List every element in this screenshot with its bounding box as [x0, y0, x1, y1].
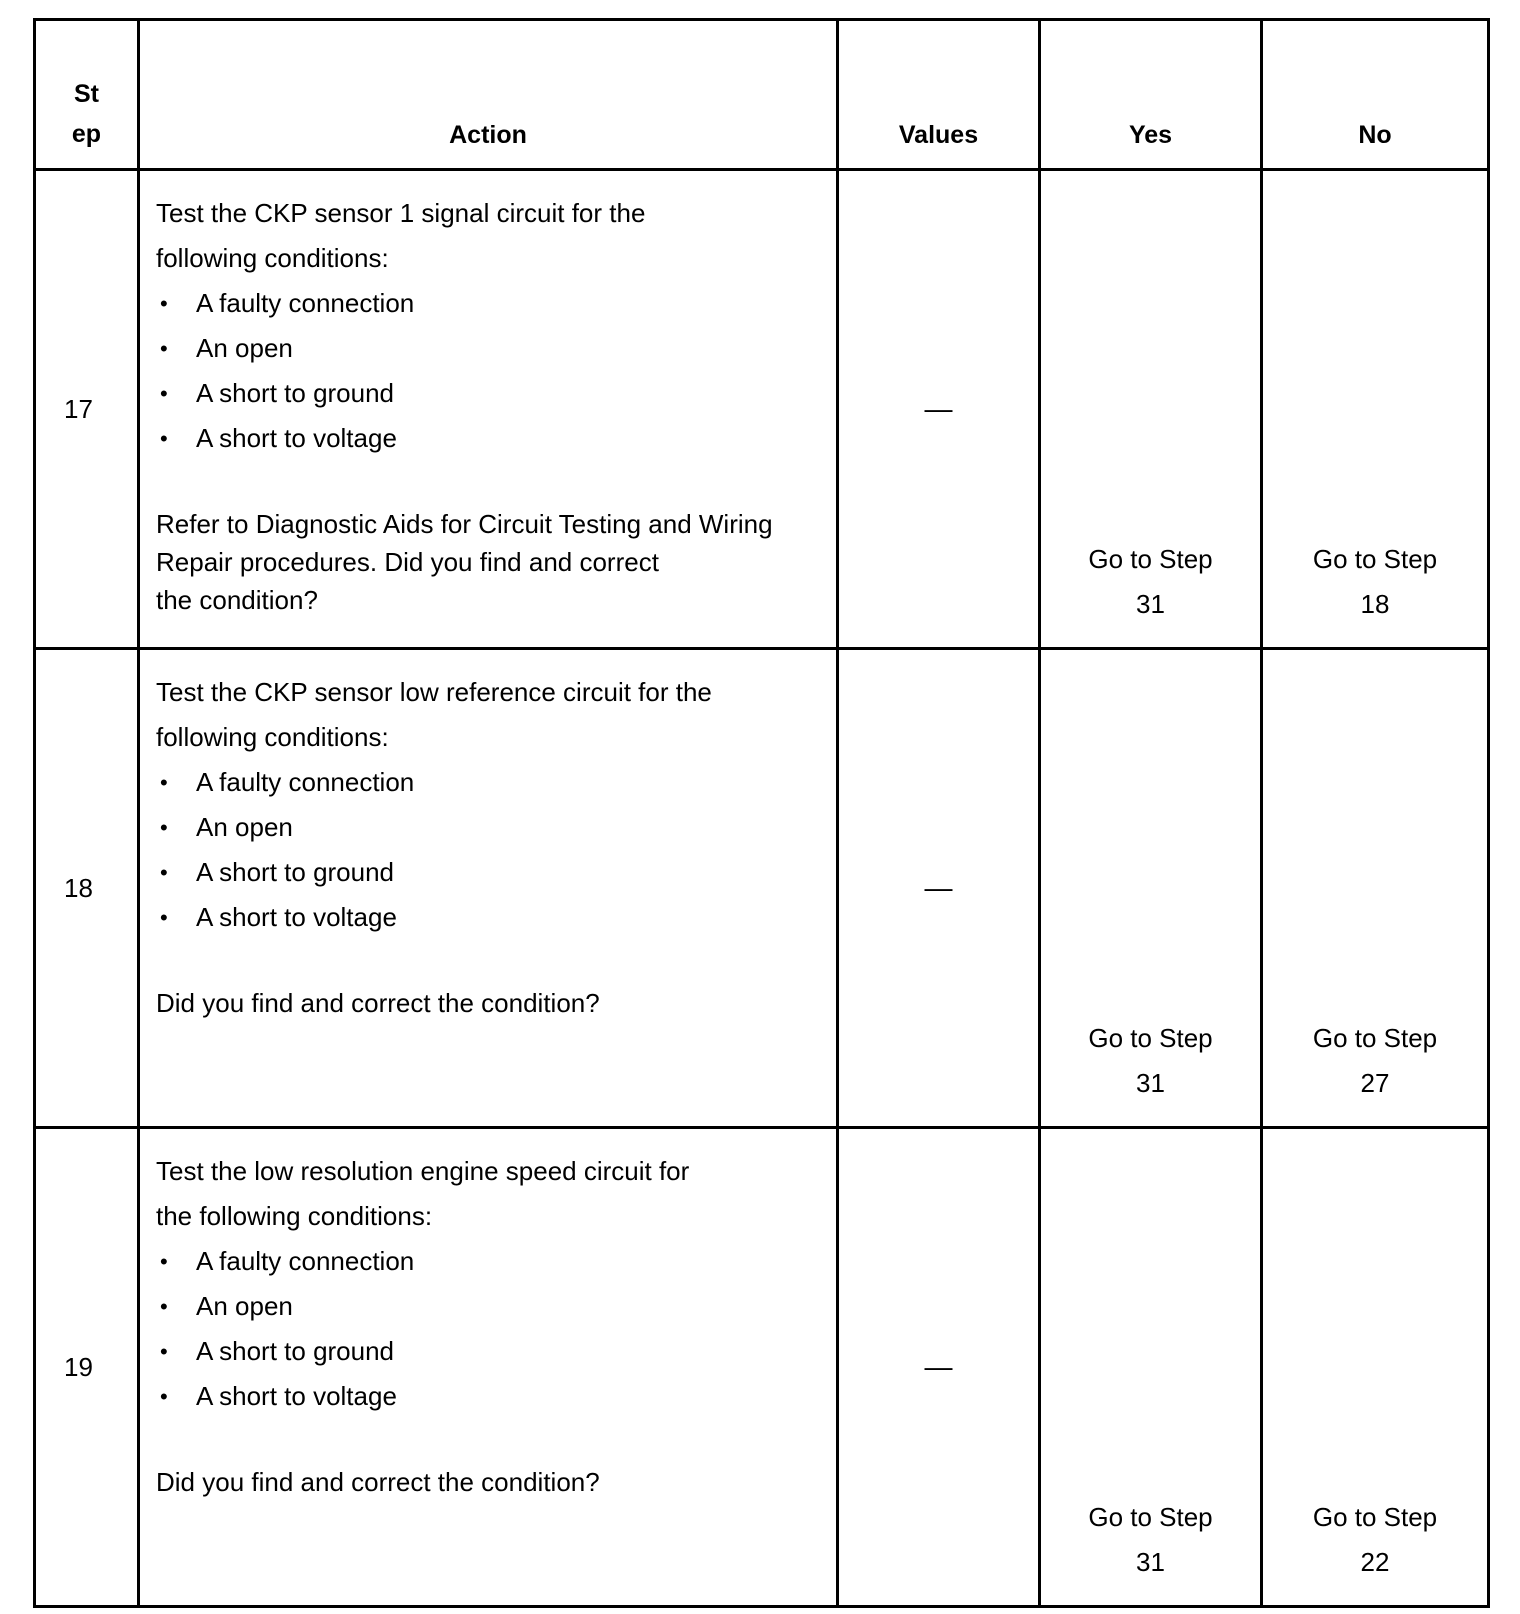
step-header-line-2: ep	[71, 120, 102, 148]
condition-item: • A short to ground	[156, 850, 822, 895]
step-number: 17	[35, 170, 139, 649]
question-line: Did you find and correct the condition?	[156, 1467, 600, 1497]
condition-item: • An open	[156, 326, 822, 371]
no-goto-step: 27	[1360, 1068, 1390, 1098]
condition-item: • A short to voltage	[156, 895, 822, 940]
no-goto-label: Go to Step	[1312, 544, 1438, 574]
no-header: No	[1262, 20, 1489, 170]
action-intro-line: the following conditions:	[156, 1201, 433, 1231]
yes-cell	[1040, 1128, 1262, 1607]
condition-item: • A faulty connection	[156, 1239, 822, 1284]
condition-item: • A short to voltage	[156, 416, 822, 461]
condition-item: • An open	[156, 1284, 822, 1329]
condition-item: • A faulty connection	[156, 760, 822, 805]
action-question	[156, 505, 822, 619]
step-row-19	[35, 1128, 1489, 1607]
no-goto-step: 22	[1360, 1547, 1390, 1577]
conditions-list	[156, 1239, 822, 1419]
header-row	[35, 20, 1489, 170]
action-cell	[139, 649, 838, 1128]
conditions-list	[156, 760, 822, 940]
action-question	[156, 984, 822, 1022]
condition-item: • A short to ground	[156, 371, 822, 416]
yes-cell	[1040, 649, 1262, 1128]
no-cell	[1262, 649, 1489, 1128]
action-intro-line: following conditions:	[156, 243, 389, 273]
action-intro-line: following conditions:	[156, 722, 389, 752]
yes-goto-step: 31	[1136, 1547, 1165, 1577]
diagnostic-table	[33, 18, 1490, 1608]
yes-goto-label: Go to Step	[1088, 544, 1213, 574]
action-intro-line: Test the CKP sensor low reference circuit for the	[156, 677, 712, 707]
no-goto-label: Go to Step	[1312, 1502, 1438, 1532]
step-row-18	[35, 649, 1489, 1128]
values-cell: —	[838, 649, 1040, 1128]
action-intro-line: Test the CKP sensor 1 signal circuit for the	[156, 198, 646, 228]
question-line: Refer to Diagnostic Aids for Circuit Testing and Wiring	[156, 509, 773, 539]
question-line: Did you find and correct the condition?	[156, 988, 600, 1018]
condition-item: • An open	[156, 805, 822, 850]
step-number: 19	[35, 1128, 139, 1607]
question-line: Repair procedures. Did you find and correct	[156, 547, 659, 577]
action-header: Action	[139, 20, 838, 170]
yes-cell	[1040, 170, 1262, 649]
values-cell: —	[838, 1128, 1040, 1607]
yes-goto-step: 31	[1136, 589, 1165, 619]
conditions-list	[156, 281, 822, 461]
yes-goto-label: Go to Step	[1088, 1023, 1213, 1053]
no-goto-step: 18	[1360, 589, 1390, 619]
yes-goto-label: Go to Step	[1088, 1502, 1213, 1532]
action-cell	[139, 1128, 838, 1607]
values-header: Values	[838, 20, 1040, 170]
action-intro-line: Test the low resolution engine speed circuit for	[156, 1156, 690, 1186]
step-header-line-1: St	[74, 80, 99, 108]
step-row-17	[35, 170, 1489, 649]
yes-goto-step: 31	[1136, 1068, 1165, 1098]
condition-item: • A short to voltage	[156, 1374, 822, 1419]
no-goto-label: Go to Step	[1312, 1023, 1438, 1053]
condition-item: • A short to ground	[156, 1329, 822, 1374]
step-number: 18	[35, 649, 139, 1128]
step-header	[35, 20, 139, 170]
action-cell	[139, 170, 838, 649]
action-question	[156, 1463, 822, 1501]
question-line: the condition?	[156, 585, 318, 615]
no-cell	[1262, 1128, 1489, 1607]
condition-item: • A faulty connection	[156, 281, 822, 326]
values-cell: —	[838, 170, 1040, 649]
no-cell	[1262, 170, 1489, 649]
yes-header: Yes	[1040, 20, 1262, 170]
